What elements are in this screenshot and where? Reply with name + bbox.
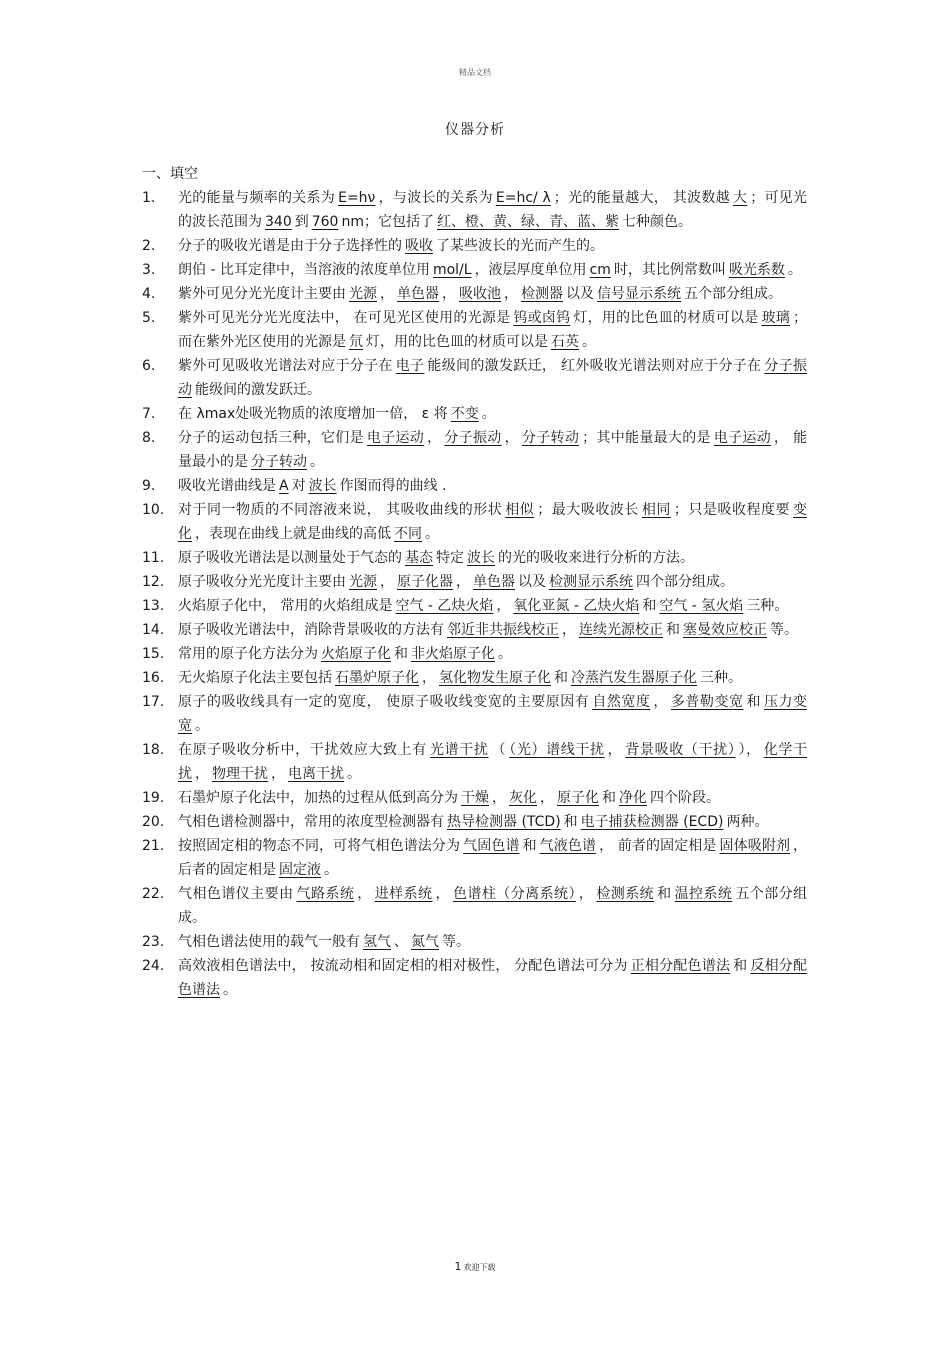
question-text: ， (578, 886, 594, 902)
question-number: 2. (142, 238, 156, 254)
answer-blank: 固定液 (279, 862, 321, 878)
question-text: 。 (787, 262, 802, 278)
question-item (142, 834, 807, 882)
answer-blank: 玻璃 (761, 310, 791, 326)
question-text: ， (435, 886, 450, 902)
question-text: 气相色谱仪主要由 (178, 886, 294, 902)
question-text: 等。 (442, 934, 470, 950)
question-text: ，液层厚度单位用 (474, 262, 587, 278)
answer-blank: 进样系统 (374, 886, 433, 902)
question-text: ；而在紫外光区使用的光源是 (178, 310, 808, 350)
answer-blank: 大 (732, 190, 748, 206)
question-text: 和 (602, 790, 616, 806)
answer-blank: 石英 (551, 334, 579, 350)
answer-blank: 变化 (178, 502, 808, 542)
question-text: 原子吸收光谱法是以测量处于气态的 (178, 550, 402, 566)
question-text: 五个部分组成。 (178, 886, 808, 926)
answer-blank: 电子运动 (713, 430, 772, 446)
answer-blank: 分子振动 (178, 358, 808, 398)
question-text: ；最大吸收波长 (537, 502, 639, 518)
answer-blank: 空气 - 氢火焰 (659, 598, 744, 614)
answer-blank: 物理干扰 (212, 766, 268, 782)
answer-blank: 电离干扰 (288, 766, 344, 782)
question-number: 9. (142, 478, 156, 494)
answer-blank: 背景吸收（干扰） (625, 742, 736, 758)
question-text: 常用的原子化方法分为 (178, 646, 318, 662)
answer-blank: 原子化器 (397, 574, 453, 590)
answer-blank: 检测系统 (596, 886, 655, 902)
answer-blank: 吸收池 (459, 286, 501, 302)
question-text: ， (562, 622, 576, 638)
question-text: 时，其比例常数叫 (613, 262, 726, 278)
question-text: 朗伯 - 比耳定律中，当溶液的浓度单位用 (178, 262, 430, 278)
answer-blank: 气路系统 (296, 886, 355, 902)
question-number: 4. (142, 286, 156, 302)
question-text: ， 能量最小的是 (178, 430, 808, 470)
question-text: 灯，用的比色皿的材质可以是 (366, 334, 548, 350)
question-text: 能级间的激发跃迁， 红外吸收光谱法则对应于分子在 (427, 358, 762, 374)
question-text: 等。 (770, 622, 798, 638)
question-text: 。 (195, 718, 209, 734)
question-text: 对于同一物质的不同溶液来说， 其吸收曲线的形状 (178, 502, 503, 518)
question-text: 三种。 (746, 598, 789, 614)
question-text: 。 (310, 454, 324, 470)
answer-blank: 固体吸附剂 (719, 838, 791, 854)
answer-blank: 氢气 (363, 934, 391, 950)
answer-blank: 压力变宽 (178, 694, 808, 734)
question-text: 分子的运动包括三种，它们是 (178, 430, 364, 446)
answer-blank: A (279, 478, 289, 494)
answer-blank: 气液色谱 (539, 838, 597, 854)
question-text: ， (195, 766, 209, 782)
question-list (142, 162, 807, 1002)
question-text: 。 (324, 862, 338, 878)
question-item (142, 282, 807, 306)
answer-blank: 非火焰原子化 (411, 646, 495, 662)
question-text: ，表现在曲线上就是曲线的高低 (195, 526, 391, 542)
question-text: 原子吸收光谱法中，消除背景吸收的方法有 (178, 622, 444, 638)
answer-blank: 信号显示系统 (597, 286, 681, 302)
answer-blank: 正相分配色谱法 (630, 958, 731, 974)
question-text: 。 (498, 646, 512, 662)
question-text: 和 (666, 622, 680, 638)
answer-blank: 温控系统 (674, 886, 733, 902)
answer-blank: 相同 (641, 502, 671, 518)
footer-note: 欢迎下载 (463, 1263, 496, 1272)
answer-blank: 检测器 (521, 286, 563, 302)
question-text: 到 (294, 214, 309, 230)
question-text: 灯，用的比色皿的材质可以是 (573, 310, 759, 326)
answer-blank: 吸收 (405, 238, 433, 254)
question-text: 在原子吸收分析中，干扰效应大致上有 (178, 742, 427, 758)
question-text: 紫外可见吸收光谱法对应于分子在 (178, 358, 393, 374)
answer-blank: 单色器 (473, 574, 515, 590)
question-item (142, 786, 807, 810)
question-text: ， 后者的固定相是 (178, 838, 808, 878)
question-item (142, 882, 807, 930)
question-item (142, 618, 807, 642)
answer-blank: 相似 (505, 502, 535, 518)
answer-blank: 检测显示系统 (549, 574, 633, 590)
question-text: 吸收光谱曲线是 (178, 478, 276, 494)
answer-blank: 氢化物发生原子化 (439, 670, 551, 686)
question-item (142, 234, 807, 258)
question-text: ；光的能量越大， 其波数越 (553, 190, 730, 206)
question-text: 原子吸收分光光度计主要由 (178, 574, 346, 590)
question-text: 。 (223, 982, 237, 998)
question-text: ，与波长的关系为 (378, 190, 493, 206)
question-text: 和 (522, 838, 537, 854)
question-number: 13. (142, 598, 165, 614)
question-item (142, 738, 807, 786)
question-text: 在 λmax处吸光物质的浓度增加一倍， ε 将 (178, 406, 448, 422)
answer-blank: 灰化 (509, 790, 537, 806)
question-text: 光的能量与频率的关系为 (178, 190, 336, 206)
answer-blank: 光源 (349, 574, 377, 590)
question-text: ；其中能量最大的是 (582, 430, 711, 446)
answer-blank: 分子转动 (521, 430, 580, 446)
question-number: 6. (142, 358, 156, 374)
answer-blank: 连续光源校正 (579, 622, 663, 638)
question-number: 16. (142, 670, 165, 686)
question-text: ， (357, 886, 372, 902)
question-number: 19. (142, 790, 165, 806)
question-text: ， (271, 766, 285, 782)
answer-blank: 电子 (395, 358, 425, 374)
answer-blank: 火焰原子化 (321, 646, 391, 662)
question-text: 、 (394, 934, 408, 950)
question-text: 。 (481, 406, 496, 422)
question-text: 紫外可见分光光度计主要由 (178, 286, 346, 302)
question-item (142, 186, 807, 234)
answer-blank: 电子捕获检测器 (ECD) (580, 814, 724, 830)
question-item (142, 642, 807, 666)
question-text: 分子的吸收光谱是由于分子选择性的 (178, 238, 402, 254)
question-text: ， (496, 598, 511, 614)
question-text: ， (427, 430, 442, 446)
question-number: 7. (142, 406, 156, 422)
page-title: 仪器分析 (445, 122, 505, 138)
answer-blank: 钨或卤钨 (513, 310, 571, 326)
answer-blank: 吸光系数 (728, 262, 785, 278)
answer-blank: （光）谱线干扰 (509, 742, 605, 758)
question-text: ；可见光的波长范围为 (178, 190, 808, 230)
question-item (142, 666, 807, 690)
answer-blank: 净化 (619, 790, 647, 806)
question-text: 气相色谱检测器中，常用的浓度型检测器有 (178, 814, 444, 830)
question-text: 五个部分组成。 (684, 286, 782, 302)
question-text: 按照固定相的物态不同，可将气相色谱法分为 (178, 838, 461, 854)
page-footer (0, 1260, 950, 1273)
answer-blank: 电子运动 (366, 430, 425, 446)
question-number: 1. (142, 190, 156, 206)
question-text: 作图而得的曲线 . (339, 478, 447, 494)
answer-blank: 反相分配色谱法 (178, 958, 808, 998)
question-item (142, 354, 807, 402)
answer-blank: 氧化亚氮 - 乙炔火焰 (513, 598, 640, 614)
answer-blank: 340 (265, 214, 292, 230)
question-items (142, 186, 807, 1002)
answer-blank: 光源 (349, 286, 377, 302)
question-text: 和 (733, 958, 748, 974)
question-text: ， (540, 790, 554, 806)
question-text: 和 (642, 598, 657, 614)
question-number: 20. (142, 814, 165, 830)
question-text: 。 (425, 526, 439, 542)
question-text: 以及 (566, 286, 594, 302)
question-text: （ (491, 742, 507, 758)
question-text: 三种。 (700, 670, 742, 686)
header-mark: 精品文档 (459, 68, 491, 77)
question-item (142, 546, 807, 570)
answer-blank: 单色器 (397, 286, 439, 302)
question-text: ， (380, 286, 394, 302)
answer-blank: mol/L (432, 262, 472, 278)
question-text: ， (492, 790, 506, 806)
question-number: 22. (142, 886, 165, 902)
question-text: 了某些波长的光而产生的。 (436, 238, 604, 254)
question-text: ， (653, 694, 668, 710)
answer-blank: 色谱柱（分离系统） (452, 886, 576, 902)
answer-blank: 氮气 (411, 934, 439, 950)
question-text: 和 (394, 646, 408, 662)
question-item (142, 930, 807, 954)
question-text: 能级间的激发跃迁。 (195, 382, 321, 398)
question-text: ）， (738, 742, 761, 758)
question-text: 气相色谱法使用的载气一般有 (178, 934, 360, 950)
answer-blank: 石墨炉原子化 (335, 670, 419, 686)
answer-blank: E=hc/ λ (495, 190, 551, 206)
question-item (142, 570, 807, 594)
question-text: 七种颜色。 (621, 214, 692, 230)
question-item (142, 498, 807, 546)
answer-blank: 空气 - 乙炔火焰 (395, 598, 494, 614)
page-number: 1 (454, 1260, 462, 1273)
question-text: 紫外可见光分光光度法中， 在可见光区使用的光源是 (178, 310, 511, 326)
question-text: ， (607, 742, 623, 758)
answer-blank: 光谱干扰 (429, 742, 489, 758)
answer-blank: 不变 (450, 406, 479, 422)
question-item (142, 690, 807, 738)
question-number: 14. (142, 622, 165, 638)
answer-blank: 化学干扰 (178, 742, 808, 782)
question-number: 21. (142, 838, 165, 854)
question-text: 石墨炉原子化法中，加热的过程从低到高分为 (178, 790, 458, 806)
question-number: 23. (142, 934, 165, 950)
question-text: 。 (347, 766, 361, 782)
question-text: 四个阶段。 (650, 790, 720, 806)
answer-blank: 分子转动 (251, 454, 307, 470)
answer-blank: cm (589, 262, 611, 278)
question-item (142, 954, 807, 1002)
question-number: 11. (142, 550, 165, 566)
question-text: 原子的吸收线具有一定的宽度， 使原子吸收线变宽的主要原因有 (178, 694, 590, 710)
answer-blank: 气固色谱 (463, 838, 520, 854)
answer-blank: 不同 (394, 526, 422, 542)
answer-blank: 760 (311, 214, 339, 230)
answer-blank: E=hν (338, 190, 376, 206)
question-text: 对 (291, 478, 306, 494)
question-item (142, 258, 807, 282)
answer-blank: 分子振动 (444, 430, 502, 446)
question-text: 无火焰原子化法主要包括 (178, 670, 332, 686)
question-text: 和 (563, 814, 578, 830)
question-text: 和 (746, 694, 761, 710)
question-item (142, 426, 807, 474)
question-text: ， (456, 574, 470, 590)
answer-blank: 干燥 (461, 790, 489, 806)
question-number: 8. (142, 430, 156, 446)
question-text: nm；它包括了 (341, 214, 434, 230)
question-number: 12. (142, 574, 165, 590)
question-number: 24. (142, 958, 165, 974)
question-text: ， (422, 670, 436, 686)
question-text: 特定 (436, 550, 464, 566)
question-number: 18. (142, 742, 165, 758)
question-text: ；只是吸收程度要 (673, 502, 791, 518)
question-item (142, 402, 807, 426)
question-number: 3. (142, 262, 156, 278)
answer-blank: 自然宽度 (592, 694, 651, 710)
question-number: 10. (142, 502, 165, 518)
question-item (142, 474, 807, 498)
answer-blank: 氘 (349, 334, 363, 350)
answer-blank: 基态 (405, 550, 433, 566)
question-text: ， (504, 430, 519, 446)
question-item (142, 306, 807, 354)
answer-blank: 波长 (467, 550, 495, 566)
question-text: 高效液相色谱法中， 按流动相和固定相的相对极性， 分配色谱法可分为 (178, 958, 628, 974)
answer-blank: 冷蒸汽发生器原子化 (571, 670, 697, 686)
question-text: 。 (582, 334, 596, 350)
question-text: 以及 (518, 574, 546, 590)
question-text: ， 前者的固定相是 (599, 838, 717, 854)
question-number: 17. (142, 694, 165, 710)
answer-blank: 波长 (308, 478, 337, 494)
question-text: 两种。 (726, 814, 769, 830)
answer-blank: 多普勒变宽 (670, 694, 744, 710)
question-text: 和 (554, 670, 568, 686)
question-number: 5. (142, 310, 156, 326)
answer-blank: 热导检测器 (TCD) (447, 814, 561, 830)
question-text: ， (380, 574, 394, 590)
question-text: ， (442, 286, 456, 302)
question-text: 和 (657, 886, 672, 902)
question-text: ， (504, 286, 518, 302)
answer-blank: 红、橙、黄、绿、青、蓝、紫 (436, 214, 619, 230)
answer-blank: 邻近非共振线校正 (447, 622, 559, 638)
question-text: 火焰原子化中， 常用的火焰组成是 (178, 598, 393, 614)
question-item (142, 810, 807, 834)
question-text: 四个部分组成。 (636, 574, 734, 590)
question-number: 15. (142, 646, 165, 662)
question-item (142, 594, 807, 618)
answer-blank: 塞曼效应校正 (683, 622, 767, 638)
question-text: 的光的吸收来进行分析的方法。 (498, 550, 694, 566)
answer-blank: 原子化 (557, 790, 599, 806)
section-heading: 一、填空 (142, 166, 198, 182)
